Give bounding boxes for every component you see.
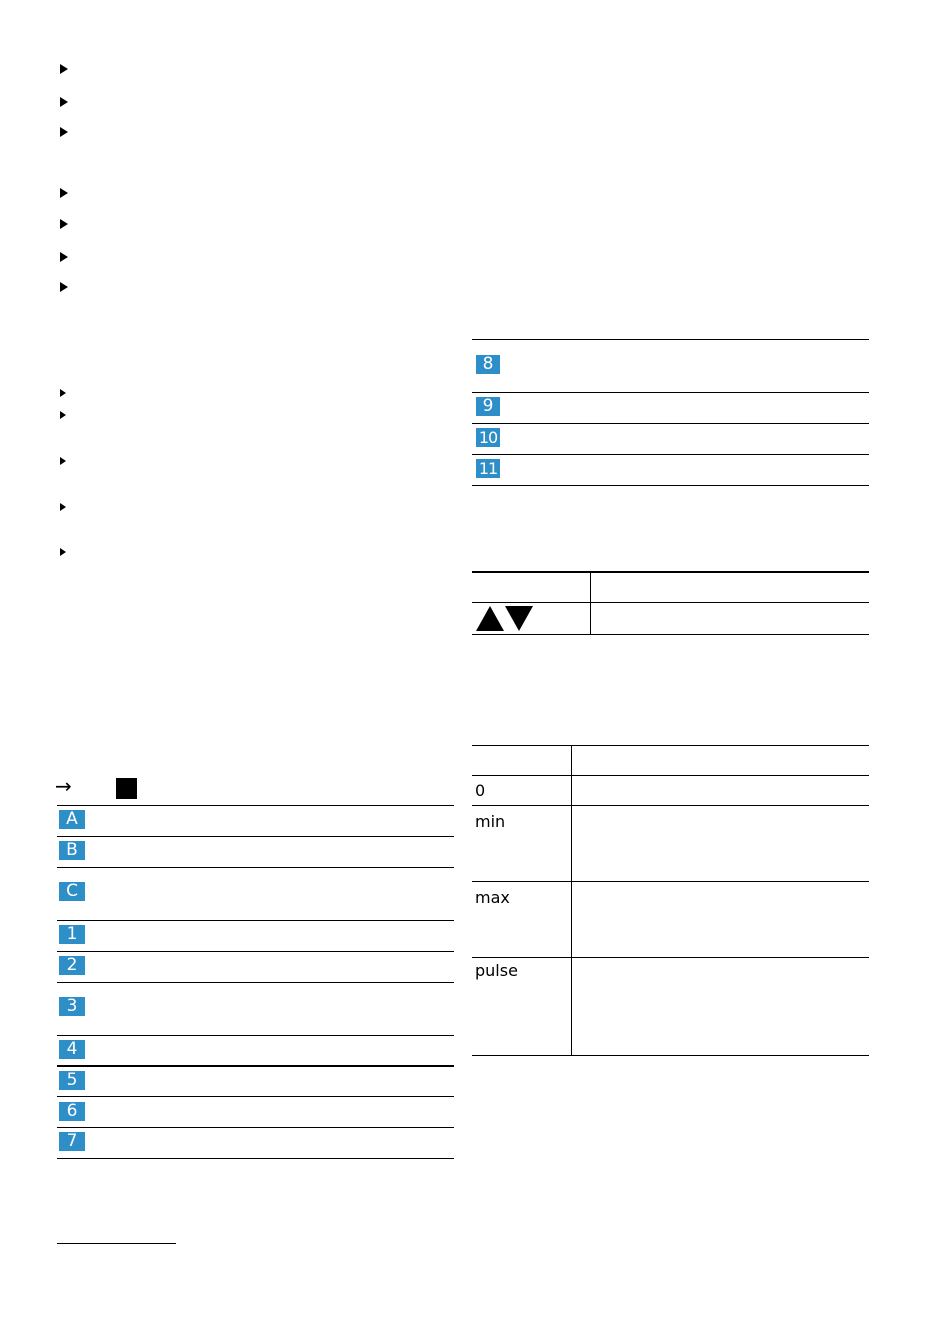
badge-4: 4 <box>59 1040 85 1059</box>
badge-2: 2 <box>59 956 85 975</box>
badge-9: 9 <box>476 397 500 416</box>
bullet-arrow-icon <box>60 252 68 262</box>
badge-6: 6 <box>59 1102 85 1121</box>
bullet-arrow-icon <box>60 411 66 419</box>
bullet-arrow-icon <box>60 188 68 198</box>
bullet-arrow-icon <box>60 97 68 107</box>
bullet-arrow-icon <box>60 503 66 511</box>
black-square-icon <box>116 778 137 799</box>
setting-min-label: min <box>475 812 506 831</box>
up-down-triangles-icon <box>474 604 536 632</box>
bullet-arrow-icon <box>60 282 68 292</box>
setting-pulse-label: pulse <box>475 961 518 980</box>
bullet-arrow-icon <box>60 127 68 137</box>
bullet-arrow-icon <box>60 389 66 397</box>
badge-1: 1 <box>59 925 85 944</box>
badge-B: B <box>59 841 85 860</box>
badge-5: 5 <box>59 1071 85 1090</box>
footnote-separator <box>57 1243 176 1244</box>
bullet-arrow-icon <box>60 548 66 556</box>
badge-C: C <box>59 882 85 901</box>
arrow-right-icon: → <box>55 774 72 798</box>
bullet-arrow-icon <box>60 457 66 465</box>
badge-3: 3 <box>59 997 85 1016</box>
setting-max-label: max <box>475 888 510 907</box>
badge-7: 7 <box>59 1132 85 1151</box>
badge-8: 8 <box>476 355 500 374</box>
bullet-arrow-icon <box>60 64 68 74</box>
bullet-arrow-icon <box>60 219 68 229</box>
badge-10: 10 <box>476 428 500 447</box>
setting-zero-label: 0 <box>475 781 486 800</box>
badge-11: 11 <box>476 459 500 478</box>
badge-A: A <box>59 810 85 829</box>
